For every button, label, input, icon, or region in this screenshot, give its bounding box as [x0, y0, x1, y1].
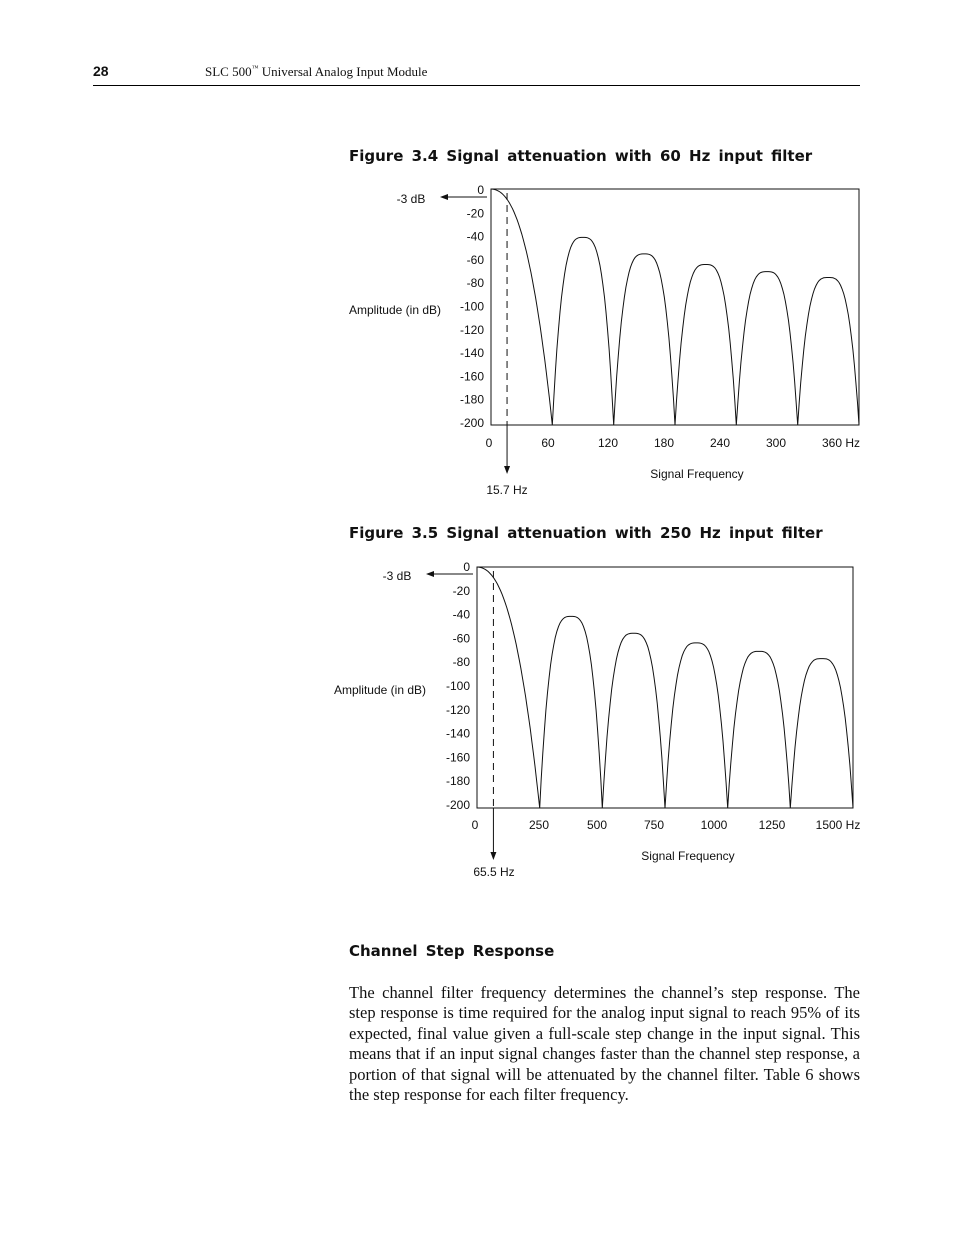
x-tick-label: 1000 — [700, 818, 728, 832]
x-tick-label: 180 — [653, 436, 675, 450]
y-tick-label: -40 — [466, 229, 484, 244]
x-tick-label: 300 — [765, 436, 787, 450]
y-tick-label: 0 — [463, 560, 470, 574]
x-tick-label: 60 — [541, 436, 555, 450]
x-tick-label: 750 — [643, 818, 665, 832]
section-heading: Channel Step Response — [349, 942, 555, 960]
plot-frame — [477, 567, 853, 808]
y-tick-label: -100 — [445, 679, 470, 693]
y-tick-label: -100 — [459, 299, 484, 314]
y-tick-label: -200 — [459, 416, 484, 430]
marker-label: -3 dB — [382, 569, 412, 583]
x-tick-label: 240 — [709, 436, 731, 450]
x-tick-label: 0 — [485, 436, 493, 450]
x-axis-label: Signal Frequency — [641, 849, 735, 863]
marker-arrow-head — [440, 194, 448, 200]
y-tick-label: -200 — [445, 798, 470, 812]
x-axis-label: Signal Frequency — [650, 467, 744, 481]
y-tick-label: -80 — [466, 276, 484, 291]
x-tick-label: 0 — [471, 818, 479, 832]
cutoff-arrow-head — [504, 466, 510, 474]
marker-arrow-head — [426, 571, 434, 577]
y-tick-label: 0 — [477, 183, 484, 197]
y-tick-label: -120 — [459, 322, 484, 337]
plot-frame — [491, 189, 859, 425]
attenuation-curve — [477, 567, 853, 808]
y-tick-label: -180 — [445, 774, 470, 789]
y-tick-label: -140 — [445, 726, 470, 741]
y-tick-label: -20 — [466, 206, 484, 221]
y-tick-label: -60 — [466, 252, 484, 267]
figure-caption: Figure 3.5 Signal attenuation with 250 Hz input filter — [349, 524, 823, 542]
cutoff-label: 15.7 Hz — [486, 483, 528, 497]
y-tick-label: -160 — [459, 369, 484, 384]
cutoff-label: 65.5 Hz — [473, 865, 515, 879]
header-title-prefix: SLC 500 — [205, 64, 252, 79]
y-tick-label: -160 — [445, 750, 470, 765]
y-axis-label: Amplitude (in dB) — [333, 683, 427, 697]
page-number: 28 — [93, 63, 109, 79]
marker-label: -3 dB — [396, 192, 426, 206]
body-paragraph: The channel filter frequency determines the channel’s step response. The step response is time required for the analog input signal to reach 95% of its expected, final value given a full-scale step change in the input signal. This means that if an input signal changes faster than the channel step response, a portion of that signal will be attenuated by the channel filter. Table 6 shows the step response for each filter frequency. — [349, 983, 860, 1105]
x-tick-label: 250 — [528, 818, 550, 832]
y-tick-label: -40 — [452, 607, 470, 622]
x-tick-label: 120 — [597, 436, 619, 450]
y-tick-label: -20 — [452, 583, 470, 598]
x-tick-label: 500 — [586, 818, 608, 832]
trademark-symbol: ™ — [251, 64, 259, 72]
x-tick-label: 1500 Hz — [815, 818, 861, 832]
y-axis-label: Amplitude (in dB) — [348, 303, 442, 317]
y-tick-label: -140 — [459, 346, 484, 361]
y-tick-label: -80 — [452, 655, 470, 670]
x-tick-label: 360 Hz — [821, 436, 861, 450]
y-tick-label: -60 — [452, 631, 470, 646]
header-title-suffix: Universal Analog Input Module — [258, 64, 428, 79]
attenuation-curve — [491, 189, 859, 425]
figure-caption: Figure 3.4 Signal attenuation with 60 Hz input filter — [349, 147, 813, 165]
y-tick-label: -120 — [445, 702, 470, 717]
y-tick-label: -180 — [459, 392, 484, 407]
x-tick-label: 1250 — [758, 818, 786, 832]
cutoff-arrow-head — [490, 852, 496, 860]
